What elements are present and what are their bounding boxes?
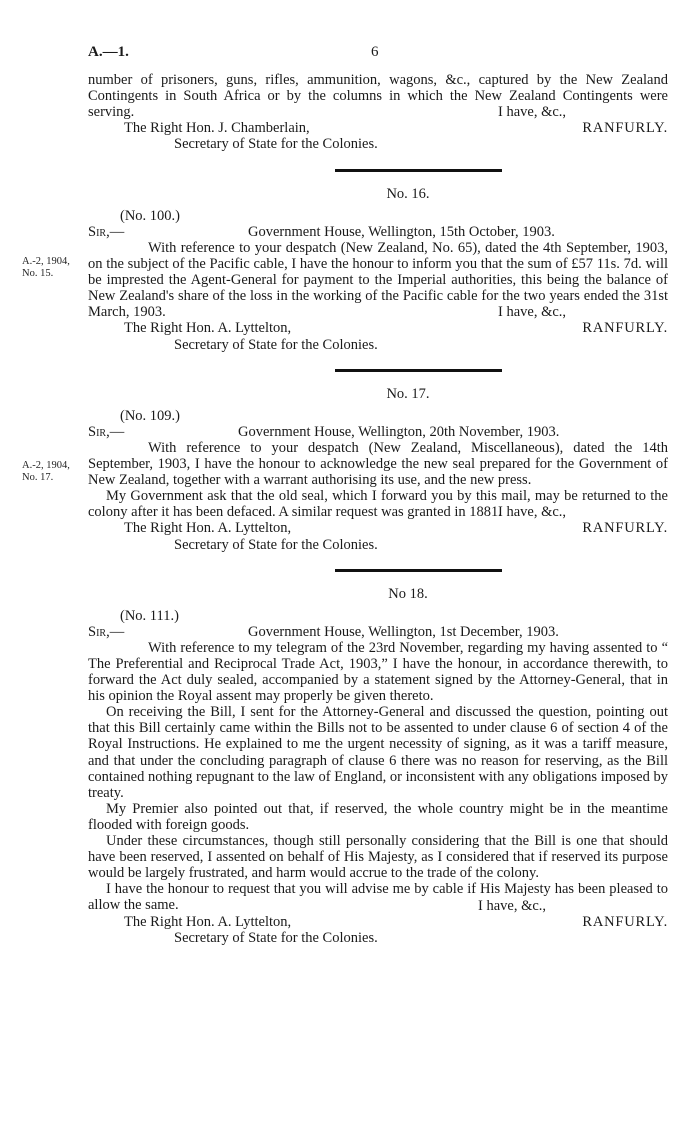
sender-address: Government House, Wellington, 1st December, 1903. — [248, 623, 559, 640]
despatch-paragraph: My Premier also pointed out that, if reserved, the whole country might be in the meantime flooded with foreign goods. — [88, 800, 668, 833]
salutation: Sir,— — [88, 623, 125, 640]
recipient-title: Secretary of State for the Colonies. — [174, 336, 378, 353]
despatch-paragraph: On receiving the Bill, I sent for the Attorney-General and discussed the question, pointing out that this Bill certainly came within the Bills not to be assented to under clause 6 of section 4 of the Royal Instructions. He explained to me the urgent necessity of signing, as it was a tariff measure, and that under the concluding paragraph of clause 6 there was no reason for reserving, as the Bill contained nothing repugnant to the law of England, or inconsistent with any obligations imposed by treaty. — [88, 704, 668, 801]
salutation: Sir,— — [88, 223, 125, 240]
despatch-number: (No. 109.) — [120, 407, 181, 424]
addressee: The Right Hon. A. Lyttelton, — [124, 520, 292, 537]
page-number: 6 — [371, 44, 379, 60]
addressee-intro: The Right Hon. J. Chamberlain, — [124, 120, 310, 137]
despatch-paragraph: I have the honour to request that you will advise me by cable if His Majesty has been pleased to allow the same. — [88, 881, 668, 914]
despatch-paragraph: With reference to my telegram of the 23rd November, regarding my having assented to “ The Preferential and Reciprocal Trade Act, 1903,” I have the honour, in accordance therewith, to forward the Act duly sealed, accompanied by a statement signed by the Attorney-General, that in his opinion the Royal assent may properly be given thereto. — [88, 639, 668, 705]
recipient-title-intro: Secretary of State for the Colonies. — [174, 136, 378, 153]
despatch-paragraph: Under these circumstances, though still personally considering that the Bill is one that should have been reserved, I assented on behalf of His Majesty, as I considered that if reserved its purpose would be largely frustrated, and harm would accrue to the trade of the colony. — [88, 833, 668, 882]
document-reference: A.—1. — [88, 44, 129, 60]
recipient-title: Secretary of State for the Colonies. — [174, 536, 378, 553]
despatch-no-16 — [88, 186, 668, 353]
section-divider — [335, 169, 502, 172]
sender-address: Government House, Wellington, 20th November, 1903. — [238, 423, 560, 440]
recipient-title: Secretary of State for the Colonies. — [174, 929, 378, 946]
margin-note-no16: A.-2, 1904, No. 15. — [22, 256, 70, 279]
despatch-number: (No. 100.) — [120, 207, 181, 224]
despatch-number: (No. 111.) — [120, 607, 179, 624]
despatch-heading: No 18. — [388, 585, 428, 602]
despatch-no-17 — [88, 386, 668, 553]
despatch-paragraph: My Government ask that the old seal, which I forward you by this mail, may be returned to the colony after it has been defaced. A similar request was granted in 1881. — [88, 488, 668, 521]
section-divider — [335, 369, 502, 372]
signature-intro: RANFURLY. — [582, 120, 668, 137]
salutation: Sir,— — [88, 423, 125, 440]
intro-paragraph: number of prisoners, guns, rifles, ammunition, wagons, &c., captured by the New Zealand Contingents in South Africa or by the columns in which the New Zealand Contingents were serving. — [88, 72, 668, 121]
signature: RANFURLY. — [582, 520, 668, 537]
section-divider — [335, 569, 502, 572]
closing: I have, &c., — [498, 304, 567, 321]
signature: RANFURLY. — [582, 320, 668, 337]
page-header — [88, 44, 668, 64]
closing: I have, &c., — [478, 897, 547, 914]
document-body — [88, 72, 668, 946]
sender-address: Government House, Wellington, 15th October, 1903. — [248, 223, 555, 240]
despatch-no-18 — [88, 586, 668, 946]
signature: RANFURLY. — [582, 913, 668, 930]
despatch-heading: No. 16. — [386, 185, 430, 202]
margin-note-no17: A.-2, 1904, No. 17. — [22, 460, 70, 483]
addressee: The Right Hon. A. Lyttelton, — [124, 320, 292, 337]
closing: I have, &c., — [498, 504, 567, 521]
despatch-paragraph: With reference to your despatch (New Zealand, Miscellaneous), dated the 14th September, 1903, I have the honour to acknowledge the new seal prepared for the Government of New Zealand, together with a warrant authorising its use, and the new press. — [88, 439, 668, 489]
despatch-heading: No. 17. — [386, 385, 430, 402]
addressee: The Right Hon. A. Lyttelton, — [124, 913, 292, 930]
intro-section — [88, 72, 668, 153]
despatch-paragraph: With reference to your despatch (New Zealand, No. 65), dated the 4th September, 1903, on the subject of the Pacific cable, I have the honour to inform you that the sum of £57 11s. 7d. will be imprested the Agent-General for payment to the Imperial authorities, this being the balance of New Zealand's share of the loss in the working of the Pacific cable for the two years ended the 31st March, 1903. — [88, 239, 668, 321]
closing-intro: I have, &c., — [498, 104, 567, 121]
